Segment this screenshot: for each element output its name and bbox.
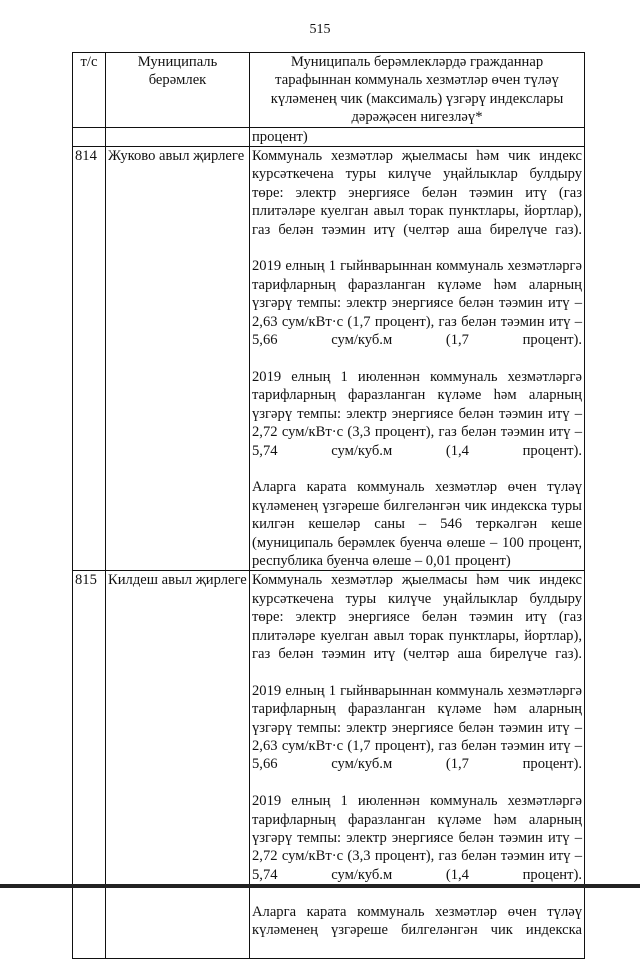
row-municipality-name: Килдеш авыл җирлеге [106,571,250,959]
row-num: 815 [73,571,106,959]
header-municipality: Муниципаль берәмлек [106,53,250,128]
table-header-row [73,53,585,128]
page-number: 515 [309,22,331,37]
municipal-index-table [72,52,585,959]
row-num: 814 [73,147,106,571]
paragraph: Аларга карата коммуналь хезмәтләр өчен түләү күләменең үзгәреше билгеләнгән чик индекска туры килгән кешеләр саны – 546 теркәлгән кеше (муниципаль берәмлек буенча өлеше – 100 процент, республика буенча өлеше – 0,01 процент) [252,479,582,569]
row-description [250,571,585,959]
paragraph: Аларга карата коммуналь хезмәтләр өчен түләү күләменең үзгәреше билгеләнгән чик индекска [252,903,582,939]
row-municipality-name: Жуково авыл җирлеге [106,147,250,571]
row-description [250,147,585,571]
paragraph: 2019 елның 1 июленнән коммуналь хезмәтләргә тарифларның фаразланган күләме һәм аларның үзгәрү темпы: электр энергиясе белән тәэмин итү – 2,72 сум/кВт·с (3,3 процент), газ белән тәэмин итү – 5,74 сум/куб.м (1,4 процент). [252,793,582,883]
paragraph: 2019 елның 1 гыйнварыннан коммуналь хезмәтләргә тарифларның фаразланган күләме һәм аларның үзгәрү темпы: электр энергиясе белән тәэмин итү – 2,63 сум/кВт·с (1,7 процент), газ белән тәэмин итү – 5,66 сум/куб.м (1,7 процент). [252,682,582,773]
continuation-name [106,127,250,146]
table-row [73,147,585,571]
paragraph: Коммуналь хезмәтләр җыелмасы һәм чик индекс курсәткечена туры килүче уңайлыклар булдыру төре: электр энергиясе белән тәэмин итү (газ плитәләре куелган авыл торак пунктлары, йортлар), газ белән тәэмин итү (челтәр аша бирелүче газ). [252,572,582,662]
paragraph: 2019 елның 1 июленнән коммуналь хезмәтләргә тарифларның фаразланган күләме һәм аларның үзгәрү темпы: электр энергиясе белән тәэмин итү – 2,72 сум/кВт·с (3,3 процент), газ белән тәэмин итү – 5,74 сум/куб.м (1,4 процент). [252,368,582,459]
page-bottom-rule [0,884,640,888]
continuation-row [73,127,585,146]
continuation-text: процент) [250,127,585,146]
continuation-num [73,127,106,146]
paragraph: Коммуналь хезмәтләр җыелмасы һәм чик индекс курсәткечена туры килүче уңайлыклар булдыру төре: электр энергиясе белән тәэмин итү (газ плитәләре куелган авыл торак пунктлары, йортлар), газ белән тәэмин итү (челтәр аша бирелүче газ). [252,148,582,238]
header-description: Муниципаль берәмлекләрдә гражданнар тарафыннан коммуналь хезмәтләр өчен түләү күләменең чик (максималь) үзгәрү индекслары дәрәҗәсен нигезләү* [250,53,585,128]
paragraph: 2019 елның 1 гыйнварыннан коммуналь хезмәтләргә тарифларның фаразланган күләме һәм аларның үзгәрү темпы: электр энергиясе белән тәэмин итү – 2,63 сум/кВт·с (1,7 процент), газ белән тәэмин итү – 5,66 сум/куб.м (1,7 процент). [252,258,582,349]
table-row [73,571,585,959]
header-num: т/с [73,53,106,128]
